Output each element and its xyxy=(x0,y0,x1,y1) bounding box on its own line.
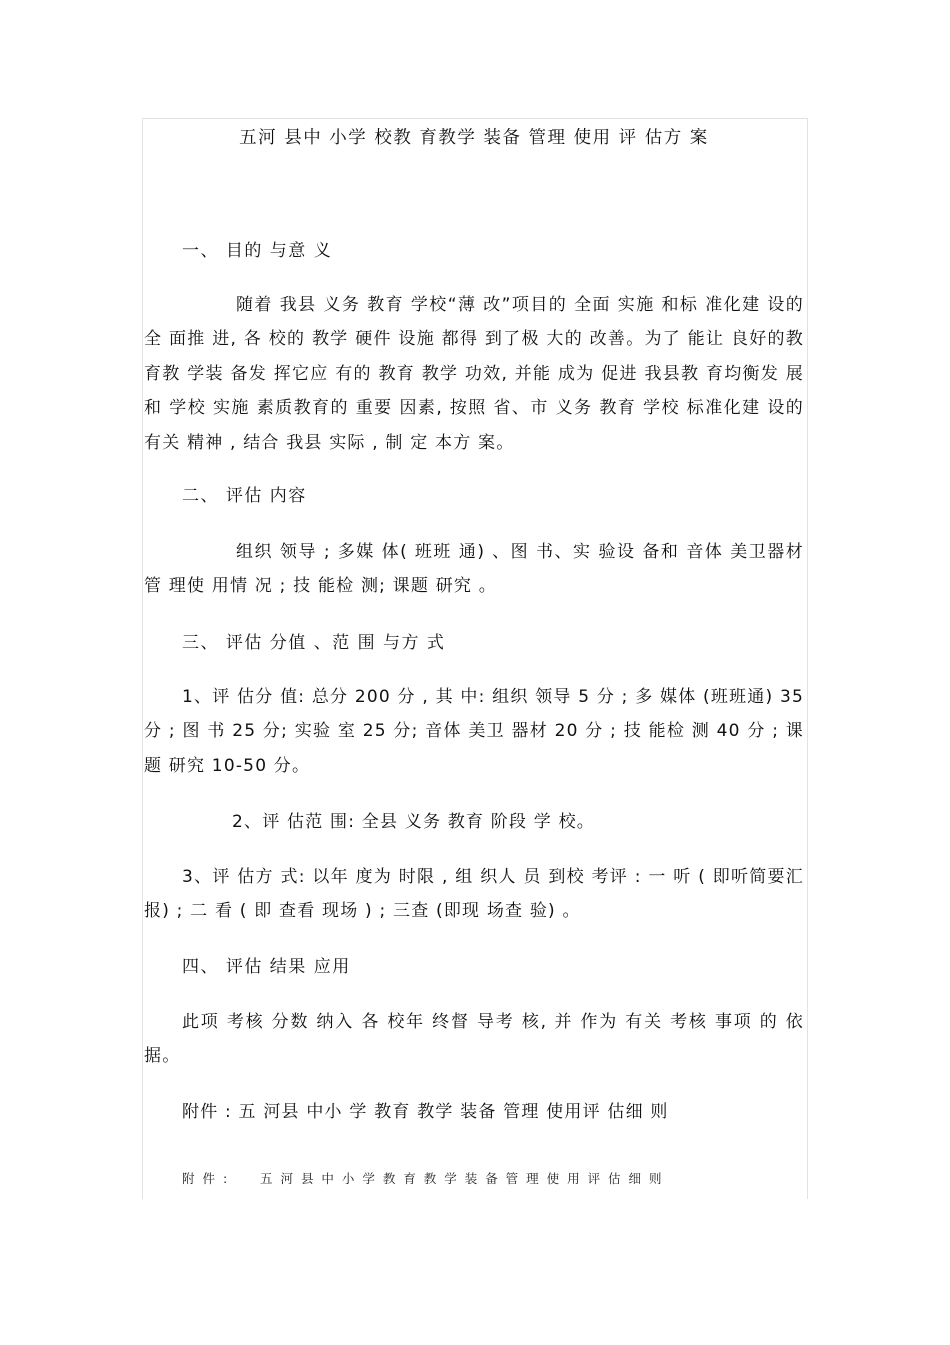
section-heading-results: 四、 评估 结果 应用 xyxy=(182,957,351,977)
section-heading-content: 二、 评估 内容 xyxy=(182,486,307,506)
section-body-content: 组织 领导 ; 多媒 体( 班班 通) 、图 书、实 验设 备和 音体 美卫器材管 理使 用情 况 ; 技 能检 测; 课题 研究 。 xyxy=(144,542,804,597)
footer-attachment-note xyxy=(182,1170,664,1188)
attachment-line: 附件 : 五 河县 中小 学 教育 教学 装备 管理 使用评 估细 则 xyxy=(182,1102,669,1122)
footer-attachment-text: 五 河 县 中 小 学 教 育 教 学 装 备 管 理 使 用 评 估 细 则 xyxy=(260,1171,664,1186)
section-body-results: 此项 考核 分数 纳入 各 校年 终督 导考 核, 并 作为 有关 考核 事项 的 依据。 xyxy=(144,1012,804,1067)
scoring-item-method: 3、评 估方 式: 以年 度为 时限 , 组 织人 员 到校 考评 : 一 听 ( 即听简要汇 报) ; 二 看 ( 即 查看 现场 ) ; 三查 (即现 场查 验) 。 xyxy=(144,867,804,922)
section-heading-purpose: 一、 目的 与意 义 xyxy=(182,241,333,261)
scoring-item-scope: 2、评 估范 围: 全县 义务 教育 阶段 学 校。 xyxy=(232,812,595,832)
scoring-item-values: 1、评 估分 值: 总分 200 分 , 其 中: 组织 领导 5 分 ; 多 媒体 (班班通) 35 分 ; 图 书 25 分; 实验 室 25 分; 音体 美卫 器材 20 分 ; 技 能检 测 40 分 ; 课题 研究 10-50 分。 xyxy=(144,687,804,776)
document-title: 五河 县中 小学 校教 育教学 装备 管理 使用 评 估方 案 xyxy=(239,128,709,148)
section-heading-scoring: 三、 评估 分值 、范 围 与方 式 xyxy=(182,633,446,653)
section-body-purpose: 随着 我县 义务 教育 学校“薄 改”项目的 全面 实施 和标 准化建 设的全 面推 进, 各 校的 教学 硬件 设施 都得 到了极 大的 改善。为了 能让 良好的教 育教 学装 备发 挥它应 有的 教育 教学 功效, 并能 成为 促进 我县教 育均衡发 展和 学校 实施 素质教育的 重要 因素, 按照 省、市 义务 教育 学校 标准化建 设的 有关 精神 , 结合 我县 实际 , 制 定 本方 案。 xyxy=(144,295,804,453)
footer-attachment-label: 附 件 : xyxy=(182,1171,230,1186)
